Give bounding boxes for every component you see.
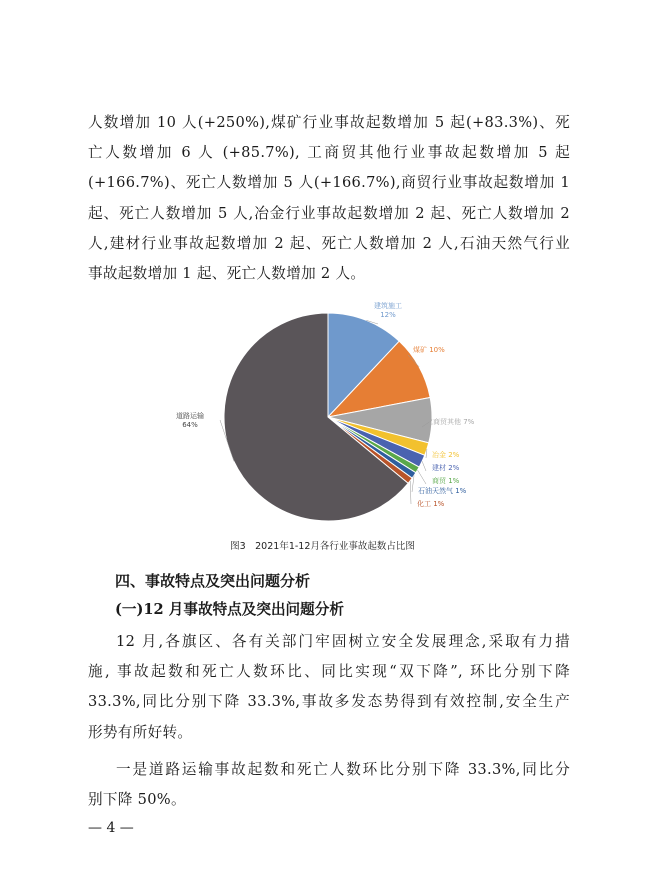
leader-line: [418, 470, 426, 484]
paragraph-road-transport: [88, 755, 570, 815]
text-line: 形势有所好转。: [88, 723, 193, 741]
section-heading: 四、事故特点及突出问题分析: [115, 572, 311, 590]
slice-label: 工商贸其他 7%: [426, 418, 475, 426]
pie-chart-svg: [150, 300, 510, 532]
text-line: 别下降 50%。: [88, 791, 186, 809]
text-line: 起、死亡人数增加 5 人,冶金行业事故起数增加 2 起、死亡人数增加 2: [88, 204, 570, 222]
leader-line: [410, 481, 411, 504]
text-line: 12 月,各旗区、各有关部门牢固树立安全发展理念,采取有力措: [116, 633, 570, 650]
figure-caption: 图3 2021年1-12月各行业事故起数占比图: [230, 541, 415, 552]
text-line: (+166.7%)、死亡人数增加 5 人(+166.7%),商贸行业事故起数增加 1: [88, 174, 570, 192]
slice-label: 煤矿 10%: [413, 346, 445, 354]
leader-line: [422, 461, 426, 471]
text-line: 人,建材行业事故起数增加 2 起、死亡人数增加 2 人,石油天然气行业: [88, 234, 570, 252]
page-number: — 4 —: [88, 820, 134, 836]
text-line: 亡人数增加 6 人 (+85.7%), 工商贸其他行业事故起数增加 5 起: [88, 144, 570, 162]
slice-label: 冶金 2%: [432, 451, 460, 459]
slice-label: 道路运输 64%: [176, 412, 204, 429]
text-line: 一是道路运输事故起数和死亡人数环比分别下降 33.3%,同比分: [116, 761, 570, 778]
slice-label: 建筑施工 12%: [374, 302, 402, 319]
paragraph-december-summary: [88, 627, 570, 748]
paragraph-accident-increase: [88, 108, 570, 289]
text-line: 事故起数增加 1 起、死亡人数增加 2 人。: [88, 264, 366, 282]
text-line: 33.3%,同比分别下降 33.3%,事故多发态势得到有效控制,安全生产: [88, 693, 570, 711]
slice-label: 石油天然气 1%: [418, 487, 467, 495]
slice-label: 建材 2%: [432, 464, 460, 472]
slice-label: 商贸 1%: [432, 477, 460, 485]
industry-pie-chart: [150, 300, 510, 532]
text-line: 施, 事故起数和死亡人数环比、同比实现“双下降”, 环比分别下降: [88, 663, 570, 681]
slice-label: 化工 1%: [417, 500, 445, 508]
text-line: 人数增加 10 人(+250%),煤矿行业事故起数增加 5 起(+83.3%)、死: [88, 114, 570, 131]
subsection-heading: (一)12 月事故特点及突出问题分析: [115, 601, 344, 618]
